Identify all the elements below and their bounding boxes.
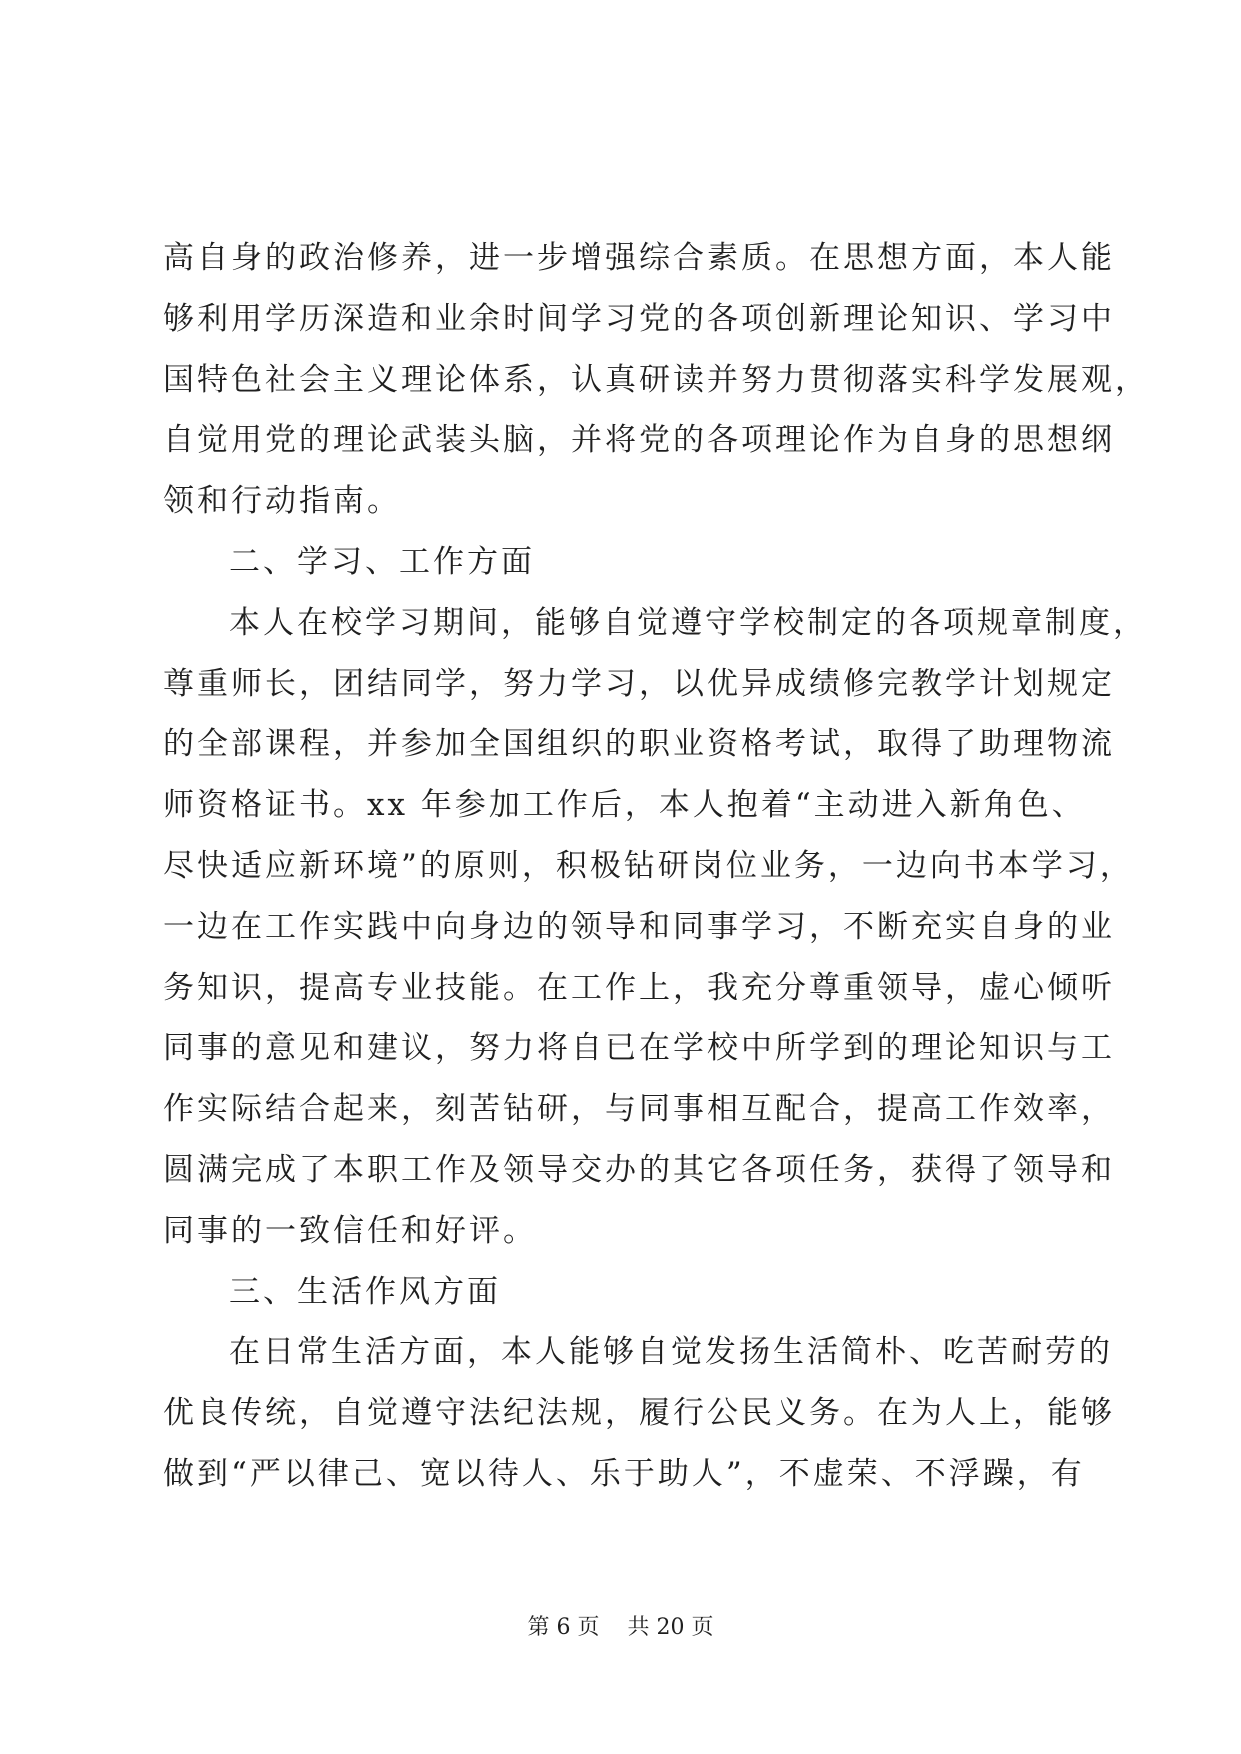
section-heading: 三、生活作风方面	[229, 1273, 501, 1310]
page-total: 共 20 页	[627, 1615, 714, 1640]
text-line: 做到“严以律己、宽以待人、乐于助人”，不虚荣、不浮躁，有	[163, 1455, 1085, 1492]
text-line: 一边在工作实践中向身边的领导和同事学习，不断充实自身的业	[163, 908, 1115, 945]
text-line: 圆满完成了本职工作及领导交办的其它各项任务，获得了领导和	[163, 1151, 1115, 1188]
text-line: 同事的意见和建议，努力将自已在学校中所学到的理论知识与工	[163, 1030, 1115, 1067]
text-line: 的全部课程，并参加全国组织的职业资格考试，取得了助理物流	[163, 726, 1115, 763]
text-line: 高自身的政治修养，进一步增强综合素质。在思想方面，本人能	[163, 240, 1115, 276]
text-line: 够利用学历深造和业余时间学习党的各项创新理论知识、学习中	[163, 300, 1115, 337]
page-number: 第 6 页	[527, 1615, 600, 1640]
text-line: 国特色社会主义理论体系，认真研读并努力贯彻落实科学发展观，	[163, 361, 1149, 398]
text-line: 优良传统，自觉遵守法纪法规，履行公民义务。在为人上，能够	[163, 1395, 1115, 1432]
footer-spacer	[607, 1615, 621, 1640]
text-line: 自觉用党的理论武装头脑，并将党的各项理论作为自身的思想纲	[163, 422, 1115, 459]
text-line: 师资格证书。xx 年参加工作后，本人抱着“主动进入新角色、	[163, 787, 1086, 824]
paragraph-start-line: 本人在校学习期间，能够自觉遵守学校制定的各项规章制度，	[229, 604, 1147, 641]
text-line: 领和行动指南。	[163, 483, 401, 520]
text-line: 尽快适应新环境”的原则，积极钻研岗位业务，一边向书本学习，	[163, 847, 1134, 884]
document-body	[163, 228, 1149, 1505]
section-heading: 二、学习、工作方面	[229, 543, 535, 580]
text-line: 务知识，提高专业技能。在工作上，我充分尊重领导，虚心倾听	[163, 969, 1115, 1006]
text-line: 同事的一致信任和好评。	[163, 1212, 537, 1249]
page-footer	[0, 1610, 1241, 1641]
text-line: 尊重师长，团结同学，努力学习，以优异成绩修完教学计划规定	[163, 665, 1115, 702]
paragraph-start-line: 在日常生活方面，本人能够自觉发扬生活简朴、吃苦耐劳的	[229, 1334, 1113, 1371]
text-line: 作实际结合起来，刻苦钻研，与同事相互配合，提高工作效率，	[163, 1091, 1115, 1128]
